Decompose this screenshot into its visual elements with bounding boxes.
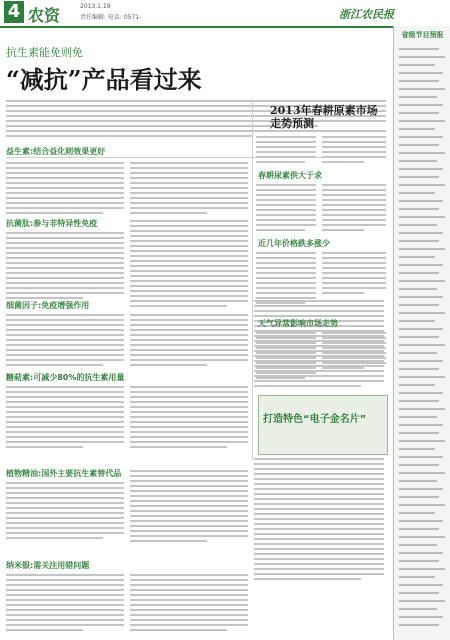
sidebar-item [399,480,437,482]
sidebar-item [399,360,443,362]
side-body-column [322,184,386,234]
body-column [6,162,124,217]
sidebar-item [399,248,445,250]
sidebar-item [399,568,445,570]
page-number: 4 [4,1,24,23]
sidebar-item [399,344,445,346]
sidebar-item [399,520,443,522]
subhead-4: 糖萜素:可减少80%的抗生素用量 [6,373,125,382]
sidebar-item [399,448,435,450]
body-column [130,162,248,217]
body-column [130,220,248,310]
side-article-title: 2013年春耕原素市场走势预测 [270,104,378,130]
sidebar-item [399,216,445,218]
article-headline: “减抗”产品看过来 [6,65,202,94]
masthead [0,0,450,28]
sidebar-item [399,224,437,226]
side-subhead-3: 天气异常影响市场走势 [258,319,338,328]
sidebar-item [399,176,439,178]
side-body-column [256,332,316,382]
sidebar-item [399,80,439,82]
sidebar-item [399,624,439,626]
sidebar-item [399,184,445,186]
sidebar-item [399,160,437,162]
sidebar-item [399,552,443,554]
sidebar-item [399,424,443,426]
body-column [130,386,248,451]
sidebar-item [399,544,437,546]
section-name: 农资 [28,6,61,25]
body-column [6,482,124,542]
sidebar-item [399,208,439,210]
side-body-column [322,136,386,166]
sidebar-item [399,416,437,418]
side-subhead-1: 春耕尿素供大于求 [258,171,322,180]
sidebar-item [399,536,445,538]
sidebar-item [399,304,439,306]
sidebar-item [399,432,439,434]
article-kicker: 抗生素能免则免 [6,46,83,59]
sidebar-item [399,320,435,322]
subhead-2: 抗菌肽:参与非特异性免疫 [6,219,98,228]
sidebar-item [399,440,445,442]
body-column [6,574,124,634]
sidebar-item [399,584,443,586]
sidebar-item [399,128,435,130]
issue-meta: 责任编辑: 电话: 0571- [80,14,142,21]
sidebar-item [399,368,439,370]
sidebar-item [399,496,439,498]
sidebar-item [399,600,445,602]
body-column [130,470,248,545]
sidebar-item [399,200,443,202]
sidebar-item [399,64,435,66]
sidebar-item [399,264,443,266]
sidebar-item [399,232,443,234]
side-body-column [256,252,316,307]
feature-banner-title: 打造特色“电子金名片” [263,414,367,425]
sidebar-item [399,136,443,138]
sidebar-item [399,464,439,466]
sidebar-item [399,256,435,258]
sidebar-item [399,376,445,378]
sidebar-item [399,456,443,458]
sidebar-title: 省级节目预报 [401,31,444,39]
body-column [130,574,248,634]
body-column [254,458,384,583]
sidebar-item [399,152,445,154]
sidebar-item [399,560,439,562]
body-column [130,314,248,369]
subhead-1: 益生素:结合益化则效果更好 [6,147,106,156]
sidebar-item [399,112,439,114]
sidebar-item [399,88,445,90]
side-body-column [322,332,386,372]
sidebar-item [399,96,437,98]
sidebar-item [399,104,443,106]
sidebar-item [399,512,435,514]
sidebar-item [399,472,445,474]
paper-logo: 浙江农民报 [339,8,394,21]
side-subhead-2: 近几年价格跌多涨少 [258,239,330,248]
sidebar-item [399,120,445,122]
subhead-3: 细菌因子:免疫增强作用 [6,301,90,310]
body-column [6,232,124,302]
issue-date: 2013.1.19 [80,3,111,10]
sidebar-item [399,72,443,74]
body-column [6,314,124,369]
sidebar-item [399,56,445,58]
sidebar-item [399,312,445,314]
sidebar-item [399,336,439,338]
sidebar-item [399,576,435,578]
sidebar-item [399,608,437,610]
side-body-column [322,252,386,297]
sidebar-item [399,592,439,594]
sidebar-item [399,616,443,618]
sidebar-item [399,288,437,290]
sidebar-item [399,352,437,354]
sidebar-item [399,168,443,170]
sidebar-item [399,144,439,146]
subhead-6: 纳米银:需关注用错问题 [6,561,90,570]
sidebar-item [399,192,435,194]
sidebar-item [399,296,443,298]
column-divider [252,100,253,460]
sidebar-item [399,272,439,274]
body-column [6,386,124,451]
sidebar-item [399,528,439,530]
program-listing-sidebar [393,26,450,640]
sidebar-item [399,408,445,410]
sidebar-item [399,280,445,282]
sidebar-item [399,48,439,50]
side-body-column [256,184,316,234]
subhead-5: 植物精油:国外主要抗生素替代品 [6,469,122,478]
sidebar-item [399,384,435,386]
sidebar-item [399,328,443,330]
sidebar-item [399,392,443,394]
sidebar-item [399,488,443,490]
sidebar-item [399,400,439,402]
feature-banner [258,395,388,455]
sidebar-item [399,504,445,506]
side-body-column [256,136,316,166]
sidebar-item [399,240,439,242]
